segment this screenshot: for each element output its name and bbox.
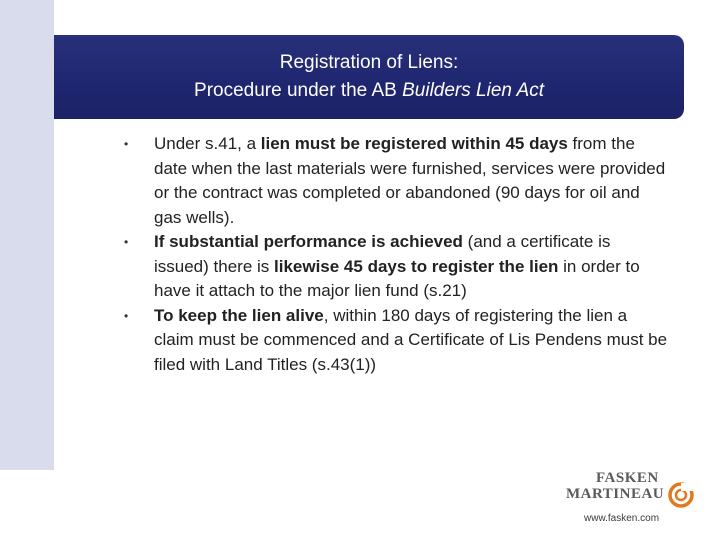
bullet-2-text-2: (and a certificate is issued) there is: [154, 232, 611, 276]
logo-swirl-icon: [666, 480, 696, 510]
bullet-dot-icon: •: [124, 235, 129, 249]
title-line-2-prefix: Procedure under the AB: [194, 80, 403, 101]
slide-title-banner: [54, 35, 684, 119]
bullet-item-3: [108, 304, 668, 378]
bullet-dot-icon: •: [124, 308, 129, 323]
title-line-2: [54, 77, 684, 105]
bullet-3-text-1: To keep the lien alive: [154, 305, 324, 325]
bullet-1-text-3: from the date when the last materials were furnished, services were provided or the contract was completed or abandoned (90 days for oil and gas wells).: [154, 134, 666, 227]
bullet-3-text-2: , within 180 days of registering the lien a claim must be commenced and a Certificate of Lis Pendens must be filed with Land Titles (s.43(1)): [154, 305, 668, 374]
bullet-2-text-1: If substantial performance is achieved: [154, 232, 463, 251]
company-logo: [566, 470, 696, 530]
bullet-2-text-4: in order to have it attach to the major lien fund (s.21): [154, 256, 640, 300]
bullet-item-2: [108, 230, 668, 304]
side-decoration-bar: [0, 0, 54, 470]
bullet-dot-icon: •: [124, 137, 129, 151]
bullet-1-text-2: lien must be registered within 45 days: [260, 134, 568, 153]
bullet-1-text-1: Under s.41, a: [154, 134, 261, 153]
title-line-1: Registration of Liens:: [279, 52, 459, 73]
bullet-item-1: [108, 132, 668, 230]
logo-word-martineau: MARTINEAU: [566, 486, 665, 502]
title-act-name: Builders Lien Act: [402, 80, 544, 101]
logo-website-url: www.fasken.com: [584, 513, 660, 524]
logo-word-fasken: FASKEN: [596, 470, 659, 486]
bullet-list: [108, 132, 668, 377]
bullet-2-text-3: likewise 45 days to register the lien: [274, 256, 559, 276]
